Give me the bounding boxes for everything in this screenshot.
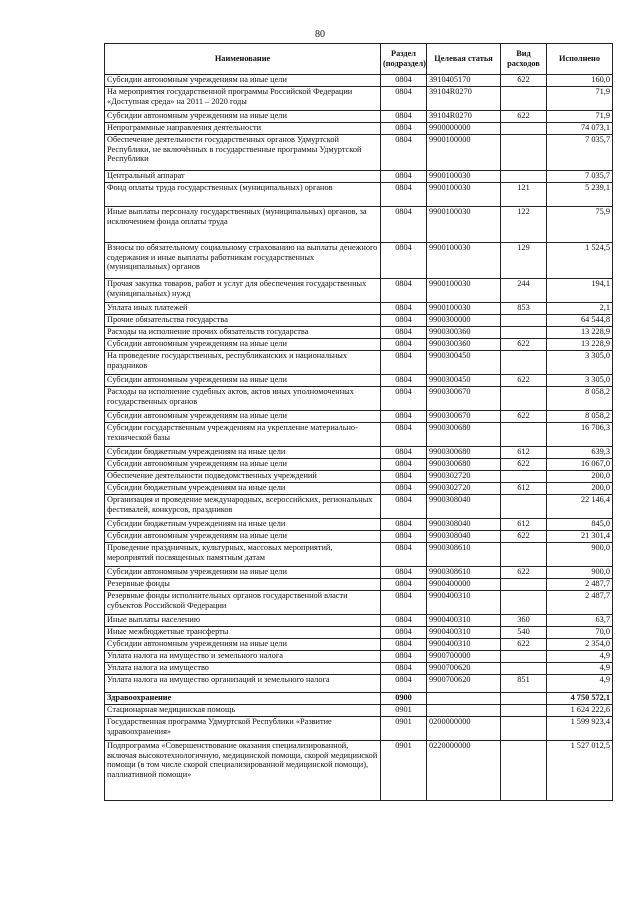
cell-name: Уплата иных платежей xyxy=(105,303,381,315)
table-row xyxy=(105,75,613,87)
cell-name: Обеспечение деятельности государственных органов Удмуртской Республики, не включённых в государственные программы Удмуртской Республики xyxy=(105,135,381,171)
cell-kind: 851 xyxy=(501,675,547,693)
cell-amount: 13 228,9 xyxy=(547,327,613,339)
cell-amount: 64 544,8 xyxy=(547,315,613,327)
table-row xyxy=(105,183,613,207)
cell-name: Субсидии автономным учреждениям на иные цели xyxy=(105,639,381,651)
cell-name: Проведение праздничных, культурных, массовых мероприятий, мероприятий посвященных памятным датам xyxy=(105,543,381,567)
cell-section: 0804 xyxy=(381,375,427,387)
cell-section: 0804 xyxy=(381,327,427,339)
cell-name: Субсидии автономным учреждениям на иные цели xyxy=(105,111,381,123)
cell-name: Субсидии бюджетным учреждениям на иные цели xyxy=(105,447,381,459)
cell-amount: 900,0 xyxy=(547,543,613,567)
cell-name: Субсидии автономным учреждениям на иные цели xyxy=(105,531,381,543)
cell-kind: 622 xyxy=(501,111,547,123)
cell-section: 0804 xyxy=(381,675,427,693)
cell-kind: 612 xyxy=(501,519,547,531)
cell-target: 9900100030 xyxy=(427,207,501,243)
cell-section: 0804 xyxy=(381,171,427,183)
cell-kind xyxy=(501,579,547,591)
cell-name: Организация и проведение международных, всероссийских, региональных фестивалей, конкурсов, праздников xyxy=(105,495,381,519)
cell-section: 0900 xyxy=(381,693,427,705)
cell-kind: 853 xyxy=(501,303,547,315)
cell-amount: 4,9 xyxy=(547,675,613,693)
cell-amount: 4 750 572,1 xyxy=(547,693,613,705)
cell-section: 0804 xyxy=(381,531,427,543)
cell-section: 0804 xyxy=(381,351,427,375)
table-row xyxy=(105,303,613,315)
cell-section: 0804 xyxy=(381,483,427,495)
table-row xyxy=(105,567,613,579)
table-row xyxy=(105,243,613,279)
cell-kind xyxy=(501,423,547,447)
table-row xyxy=(105,591,613,615)
cell-target: 9900700000 xyxy=(427,651,501,663)
cell-target: 9900000000 xyxy=(427,123,501,135)
table-row xyxy=(105,663,613,675)
cell-section: 0804 xyxy=(381,207,427,243)
cell-target: 9900308040 xyxy=(427,519,501,531)
table-row xyxy=(105,741,613,801)
cell-section: 0804 xyxy=(381,543,427,567)
cell-name: Субсидии автономным учреждениям на иные цели xyxy=(105,411,381,423)
cell-amount: 22 146,4 xyxy=(547,495,613,519)
page-number: 80 xyxy=(315,29,325,40)
table-row xyxy=(105,627,613,639)
cell-kind xyxy=(501,351,547,375)
table-row xyxy=(105,705,613,717)
table-row xyxy=(105,543,613,567)
cell-section: 0804 xyxy=(381,111,427,123)
cell-name: Прочая закупка товаров, работ и услуг для обеспечения государственных (муниципальных) нужд xyxy=(105,279,381,303)
cell-kind xyxy=(501,717,547,741)
cell-amount: 1 527 012,5 xyxy=(547,741,613,801)
cell-target: 9900300000 xyxy=(427,315,501,327)
cell-amount: 900,0 xyxy=(547,567,613,579)
cell-section: 0804 xyxy=(381,303,427,315)
cell-target: 9900308610 xyxy=(427,567,501,579)
cell-kind: 121 xyxy=(501,183,547,207)
table-row xyxy=(105,531,613,543)
cell-kind xyxy=(501,741,547,801)
cell-kind: 622 xyxy=(501,567,547,579)
cell-amount: 71,9 xyxy=(547,111,613,123)
cell-target: 9900100030 xyxy=(427,183,501,207)
cell-kind xyxy=(501,543,547,567)
cell-name: Непрограммные направления деятельности xyxy=(105,123,381,135)
cell-target: 9900300670 xyxy=(427,387,501,411)
table-row xyxy=(105,123,613,135)
cell-target: 9900400310 xyxy=(427,639,501,651)
cell-section: 0804 xyxy=(381,87,427,111)
cell-target: 9900400310 xyxy=(427,591,501,615)
cell-name: Центральный аппарат xyxy=(105,171,381,183)
cell-section: 0804 xyxy=(381,339,427,351)
cell-target: 9900100000 xyxy=(427,135,501,171)
header-target: Целевая статья xyxy=(427,44,501,75)
table-row xyxy=(105,423,613,447)
cell-amount: 2,1 xyxy=(547,303,613,315)
cell-amount: 160,0 xyxy=(547,75,613,87)
cell-name: Стационарная медицинская помощь xyxy=(105,705,381,717)
cell-target xyxy=(427,705,501,717)
cell-section: 0804 xyxy=(381,471,427,483)
cell-name: Субсидии бюджетным учреждениям на иные цели xyxy=(105,519,381,531)
table-row xyxy=(105,639,613,651)
cell-target: 9900400000 xyxy=(427,579,501,591)
budget-table xyxy=(104,43,613,801)
cell-target: 9900302720 xyxy=(427,483,501,495)
cell-amount: 2 354,0 xyxy=(547,639,613,651)
cell-kind: 622 xyxy=(501,459,547,471)
table-row xyxy=(105,459,613,471)
cell-kind xyxy=(501,651,547,663)
cell-target: 9900100030 xyxy=(427,303,501,315)
cell-target: 9900300680 xyxy=(427,423,501,447)
cell-section: 0804 xyxy=(381,135,427,171)
cell-amount: 13 228,9 xyxy=(547,339,613,351)
cell-section: 0804 xyxy=(381,663,427,675)
cell-amount: 3 305,0 xyxy=(547,375,613,387)
cell-name: Уплата налога на имущество и земельного налога xyxy=(105,651,381,663)
cell-name: Расходы на исполнение прочих обязательств государства xyxy=(105,327,381,339)
cell-kind: 612 xyxy=(501,483,547,495)
table-row xyxy=(105,327,613,339)
cell-target xyxy=(427,693,501,705)
cell-amount: 7 035,7 xyxy=(547,135,613,171)
cell-section: 0804 xyxy=(381,243,427,279)
cell-name: Резервные фонды xyxy=(105,579,381,591)
cell-target: 39104R0270 xyxy=(427,87,501,111)
table-header-row xyxy=(105,44,613,75)
cell-target: 9900308610 xyxy=(427,543,501,567)
cell-amount: 2 487,7 xyxy=(547,579,613,591)
table-row xyxy=(105,495,613,519)
cell-amount: 639,3 xyxy=(547,447,613,459)
cell-name: Обеспечение деятельности подведомственных учреждений xyxy=(105,471,381,483)
header-section: Раздел (подраздел) xyxy=(381,44,427,75)
table-row xyxy=(105,315,613,327)
cell-target: 9900400310 xyxy=(427,615,501,627)
cell-amount: 200,0 xyxy=(547,471,613,483)
cell-section: 0804 xyxy=(381,123,427,135)
table-row xyxy=(105,447,613,459)
cell-target: 9900100030 xyxy=(427,171,501,183)
cell-kind xyxy=(501,387,547,411)
cell-section: 0804 xyxy=(381,183,427,207)
cell-target: 9900308040 xyxy=(427,531,501,543)
cell-amount: 16 067,0 xyxy=(547,459,613,471)
table-row xyxy=(105,135,613,171)
cell-section: 0804 xyxy=(381,447,427,459)
cell-section: 0804 xyxy=(381,651,427,663)
table-row xyxy=(105,471,613,483)
cell-section: 0804 xyxy=(381,411,427,423)
cell-kind: 622 xyxy=(501,75,547,87)
cell-amount: 71,9 xyxy=(547,87,613,111)
cell-target: 9900100030 xyxy=(427,243,501,279)
cell-target: 9900400310 xyxy=(427,627,501,639)
header-name: Наименование xyxy=(105,44,381,75)
table-row xyxy=(105,279,613,303)
cell-section: 0804 xyxy=(381,315,427,327)
table-body xyxy=(105,75,613,801)
cell-section: 0804 xyxy=(381,567,427,579)
cell-name: Субсидии автономным учреждениям на иные цели xyxy=(105,339,381,351)
cell-kind xyxy=(501,693,547,705)
table-row xyxy=(105,171,613,183)
cell-target: 9900300680 xyxy=(427,447,501,459)
cell-target: 9900300450 xyxy=(427,375,501,387)
cell-section: 0804 xyxy=(381,387,427,411)
cell-amount: 7 035,7 xyxy=(547,171,613,183)
cell-target: 9900300680 xyxy=(427,459,501,471)
table-row xyxy=(105,519,613,531)
cell-section: 0804 xyxy=(381,627,427,639)
table-row xyxy=(105,675,613,693)
cell-target: 39104R0270 xyxy=(427,111,501,123)
cell-name: Фонд оплаты труда государственных (муниципальных) органов xyxy=(105,183,381,207)
cell-name: Субсидии бюджетным учреждениям на иные цели xyxy=(105,483,381,495)
cell-name: Прочие обязательства государства xyxy=(105,315,381,327)
cell-target: 9900300360 xyxy=(427,339,501,351)
cell-name: Государственная программа Удмуртской Республики «Развитие здравоохранения» xyxy=(105,717,381,741)
cell-section: 0804 xyxy=(381,75,427,87)
cell-kind xyxy=(501,591,547,615)
cell-name: Субсидии автономным учреждениям на иные цели xyxy=(105,567,381,579)
table-row xyxy=(105,87,613,111)
cell-amount: 16 706,3 xyxy=(547,423,613,447)
cell-name: Уплата налога на имущество организаций и земельного налога xyxy=(105,675,381,693)
cell-kind xyxy=(501,327,547,339)
cell-amount: 75,9 xyxy=(547,207,613,243)
cell-amount: 4,9 xyxy=(547,651,613,663)
cell-kind xyxy=(501,135,547,171)
cell-kind xyxy=(501,171,547,183)
cell-name: Субсидии автономным учреждениям на иные цели xyxy=(105,375,381,387)
cell-name: Иные выплаты персоналу государственных (муниципальных) органов, за исключением фонда оплаты труда xyxy=(105,207,381,243)
table-row xyxy=(105,387,613,411)
cell-target: 0200000000 xyxy=(427,717,501,741)
table-row xyxy=(105,339,613,351)
cell-kind: 244 xyxy=(501,279,547,303)
cell-name: Субсидии автономным учреждениям на иные цели xyxy=(105,75,381,87)
table-row xyxy=(105,411,613,423)
cell-section: 0804 xyxy=(381,279,427,303)
cell-amount: 4,9 xyxy=(547,663,613,675)
table-row xyxy=(105,111,613,123)
cell-amount: 200,0 xyxy=(547,483,613,495)
cell-amount: 74 073,1 xyxy=(547,123,613,135)
cell-kind: 622 xyxy=(501,339,547,351)
cell-name: Субсидии государственным учреждениям на укрепление материально-технической базы xyxy=(105,423,381,447)
cell-target: 3910405170 xyxy=(427,75,501,87)
cell-kind: 622 xyxy=(501,375,547,387)
cell-amount: 2 487,7 xyxy=(547,591,613,615)
cell-kind xyxy=(501,663,547,675)
cell-amount: 194,1 xyxy=(547,279,613,303)
header-kind: Вид расходов xyxy=(501,44,547,75)
cell-kind: 540 xyxy=(501,627,547,639)
cell-section: 0901 xyxy=(381,705,427,717)
table-row xyxy=(105,651,613,663)
cell-amount: 63,7 xyxy=(547,615,613,627)
cell-name: Иные выплаты населению xyxy=(105,615,381,627)
cell-section: 0901 xyxy=(381,741,427,801)
cell-section: 0804 xyxy=(381,423,427,447)
cell-amount: 70,0 xyxy=(547,627,613,639)
cell-target: 9900302720 xyxy=(427,471,501,483)
cell-kind xyxy=(501,87,547,111)
cell-name: Уплата налога на имущество xyxy=(105,663,381,675)
cell-kind: 360 xyxy=(501,615,547,627)
cell-name: Здравоохранение xyxy=(105,693,381,705)
cell-kind: 622 xyxy=(501,639,547,651)
cell-kind xyxy=(501,315,547,327)
cell-section: 0901 xyxy=(381,717,427,741)
table-row xyxy=(105,615,613,627)
cell-kind: 122 xyxy=(501,207,547,243)
cell-section: 0804 xyxy=(381,591,427,615)
cell-section: 0804 xyxy=(381,579,427,591)
cell-amount: 5 239,1 xyxy=(547,183,613,207)
cell-name: Взносы по обязательному социальному страхованию на выплаты денежного содержания и иные выплаты работникам государственных (муниципальных) органов xyxy=(105,243,381,279)
cell-name: Подпрограмма «Совершенствование оказания специализированной, включая высокотехнологичную, медицинской помощи, скорой медицинской помощи (в том числе скорой специализированной медицинской помощи), паллиативной помощи» xyxy=(105,741,381,801)
cell-name: На мероприятия государственной программы Российской Федерации «Доступная среда» на 2011 – 2020 годы xyxy=(105,87,381,111)
cell-kind xyxy=(501,123,547,135)
cell-kind xyxy=(501,495,547,519)
cell-target: 9900100030 xyxy=(427,279,501,303)
cell-section: 0804 xyxy=(381,615,427,627)
cell-amount: 21 301,4 xyxy=(547,531,613,543)
table-row xyxy=(105,207,613,243)
cell-amount: 845,0 xyxy=(547,519,613,531)
cell-name: Субсидии автономным учреждениям на иные цели xyxy=(105,459,381,471)
cell-amount: 3 305,0 xyxy=(547,351,613,375)
cell-target: 0220000000 xyxy=(427,741,501,801)
cell-amount: 8 058,2 xyxy=(547,411,613,423)
table-row xyxy=(105,579,613,591)
cell-name: Иные межбюджетные трансферты xyxy=(105,627,381,639)
cell-section: 0804 xyxy=(381,639,427,651)
cell-kind: 612 xyxy=(501,447,547,459)
cell-kind xyxy=(501,705,547,717)
cell-section: 0804 xyxy=(381,519,427,531)
cell-name: Резервные фонды исполнительных органов государственной власти субъектов Российской Федерации xyxy=(105,591,381,615)
cell-section: 0804 xyxy=(381,459,427,471)
cell-amount: 8 058,2 xyxy=(547,387,613,411)
cell-amount: 1 624 222,6 xyxy=(547,705,613,717)
cell-target: 9900308040 xyxy=(427,495,501,519)
table-row xyxy=(105,693,613,705)
table-row xyxy=(105,351,613,375)
cell-kind: 129 xyxy=(501,243,547,279)
cell-target: 9900300450 xyxy=(427,351,501,375)
table-row xyxy=(105,375,613,387)
table-row xyxy=(105,483,613,495)
cell-amount: 1 599 923,4 xyxy=(547,717,613,741)
cell-target: 9900700620 xyxy=(427,675,501,693)
cell-kind: 622 xyxy=(501,531,547,543)
table-row xyxy=(105,717,613,741)
cell-name: Расходы на исполнение судебных актов, актов иных уполномоченных государственных органов xyxy=(105,387,381,411)
cell-kind: 622 xyxy=(501,411,547,423)
cell-name: На проведение государственных, республиканских и национальных праздников xyxy=(105,351,381,375)
cell-target: 9900300360 xyxy=(427,327,501,339)
header-amount: Исполнено xyxy=(547,44,613,75)
cell-amount: 1 524,5 xyxy=(547,243,613,279)
cell-section: 0804 xyxy=(381,495,427,519)
cell-target: 9900300670 xyxy=(427,411,501,423)
cell-target: 9900700620 xyxy=(427,663,501,675)
cell-kind xyxy=(501,471,547,483)
